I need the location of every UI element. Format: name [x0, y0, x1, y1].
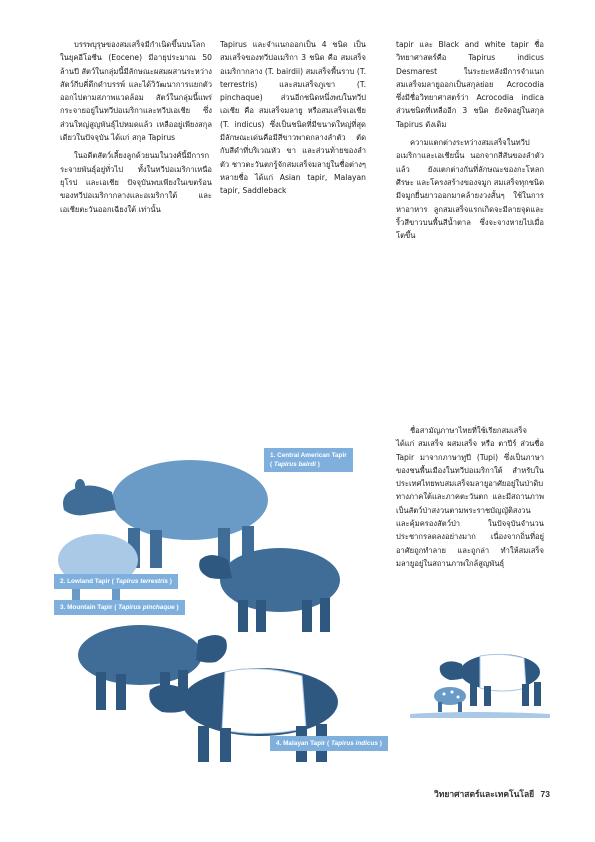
species-label: 2. Lowland Tapir ( Tapirus terrestris ): [54, 574, 178, 589]
background-tapir-drawing: [58, 534, 138, 604]
paragraph: ชื่อสามัญภาษาไทยที่ใช้เรียกสมเสร็จ ได้แก่ สมเสร็จ ผสมเสร็จ หรือ ตาปีร์ ส่วนชื่อ Tapir มาจากภาษาทูปี (Tupi) ซึ่งเป็นภาษาของชนพื้นเมืองในทวีปอเมริกาใต้ สำหรับในประเทศไทยพบสมเสร็จมลายูอาศัยอยู่ในป่าดิบทางภาคใต้และภาคตะวันตก และมีสถานภาพเป็นสัตว์ป่าสงวนตามพระราชบัญญัติสงวนและคุ้มครองสัตว์ป่า ในปัจจุบันจำนวนประชากรลดลงอย่างมาก เนื่องจากถิ่นที่อยู่อาศัยถูกทำลาย และถูกล่า ทำให้สมเสร็จมลายูอยู่ในสถานภาพใกล้สูญพันธุ์: [396, 426, 544, 568]
species-label: 3. Mountain Tapir ( Tapirus pinchaque ): [54, 600, 185, 615]
tapir-species-illustration: [50, 440, 382, 770]
species-label: 1. Central American Tapir ( Tapirus bairdi ): [264, 448, 353, 472]
lowland-tapir-drawing: [199, 548, 340, 632]
paragraph: tapir และ Black and white tapir ชื่อวิทยาศาสตร์คือ Tapirus indicus Desmarest ในระยะหลังมีการจำแนกสมเสร็จมลายูออกเป็นสกุลย่อย Acrocodia ซึ่งมีชื่อวิทยาศาสตร์ว่า Acrocodia indica ส่วนชนิดที่เหลืออีก 3 ชนิด ยังจัดอยู่ในสกุล Tapirus ดังเดิม: [396, 40, 544, 129]
text-column-1: [60, 38, 212, 221]
text-column-3-lower: [396, 424, 544, 575]
paragraph: ความแตกต่างระหว่างสมเสร็จในทวีปอเมริกาและเอเชียนั้น นอกจากสีสันของลำตัวแล้ว ยังแตกต่างกันที่ลักษณะของกะโหลกศีรษะ และโครงสร้างของจมูก สมเสร็จทุกชนิดมีจมูกยื่นยาวออกมาคล้ายงวงสั้นๆ ใช้ในการหาอาหาร ลูกสมเสร็จแรกเกิดจะมีลายจุดและริ้วสีขาวบนพื้นสีน้ำตาล ซึ่งจะจางหายไปเมื่อโตขึ้น: [396, 138, 544, 241]
journal-name: วิทยาศาสตร์และเทคโนโลยี: [434, 789, 535, 799]
page-number: 73: [540, 789, 550, 799]
text-column-2: [220, 38, 366, 203]
paragraph: Tapirus และจำแนกออกเป็น 4 ชนิด เป็นสมเสร็จของทวีปอเมริกา 3 ชนิด คือ สมเสร็จอเมริกากลาง (T. bairdii) สมเสร็จพื้นราบ (T. terrestris) และสมเสร็จภูเขา (T. pinchaque) ส่วนอีกชนิดหนึ่งพบในทวีปเอเชีย คือ สมเสร็จมลายู หรือสมเสร็จเอเชีย (T. indicus) ซึ่งเป็นชนิดที่มีขนาดใหญ่ที่สุด มีลักษณะเด่นคือมีสีขาวพาดกลางลำตัว ตัดกับสีดำที่บริเวณหัว ขา และส่วนท้ายของลำตัว ชาวตะวันตกรู้จักสมเสร็จมลายูในชื่อต่างๆ หลายชื่อ ได้แก่ Asian tapir, Malayan tapir, Saddleback: [220, 40, 366, 196]
page-footer: [434, 787, 550, 801]
paragraph: บรรพบุรุษของสมเสร็จมีกำเนิดขึ้นบนโลกในยุคอีโอซีน (Eocene) มีอายุประมาณ 50 ล้านปี สัตว์ในกลุ่มนี้มีลักษณะผสมผสานระหว่างสัตว์กีบคี่ดึกดำบรรพ์ และได้วิวัฒนาการแยกตัวออกไปตามสภาพแวดล้อม สัตว์ในกลุ่มนี้แพร่กระจายอยู่ในทวีปอเมริกาและทวีปเอเชีย ซึ่งส่วนใหญ่สูญพันธุ์ไปหมดแล้ว เหลืออยู่เพียงสกุลเดียวในปัจจุบัน ได้แก่ สกุล Tapirus: [60, 40, 212, 143]
paragraph: ในอดีตสัตว์เลี้ยงลูกด้วยนมในวงศ์นี้มีการกระจายพันธุ์อยู่ทั่วไป ทั้งในทวีปอเมริกาเหนือ ยุโรป และเอเชีย ปัจจุบันพบเพียงในเขตร้อนของทวีปอเมริกากลางและอเมริกาใต้ และเอเชียตะวันออกเฉียงใต้ เท่านั้น: [60, 151, 212, 214]
text-column-3: [396, 38, 544, 247]
malayan-tapir-with-calf-illustration: [410, 638, 550, 718]
species-label: 4. Malayan Tapir ( Tapirus indicus ): [270, 736, 388, 751]
